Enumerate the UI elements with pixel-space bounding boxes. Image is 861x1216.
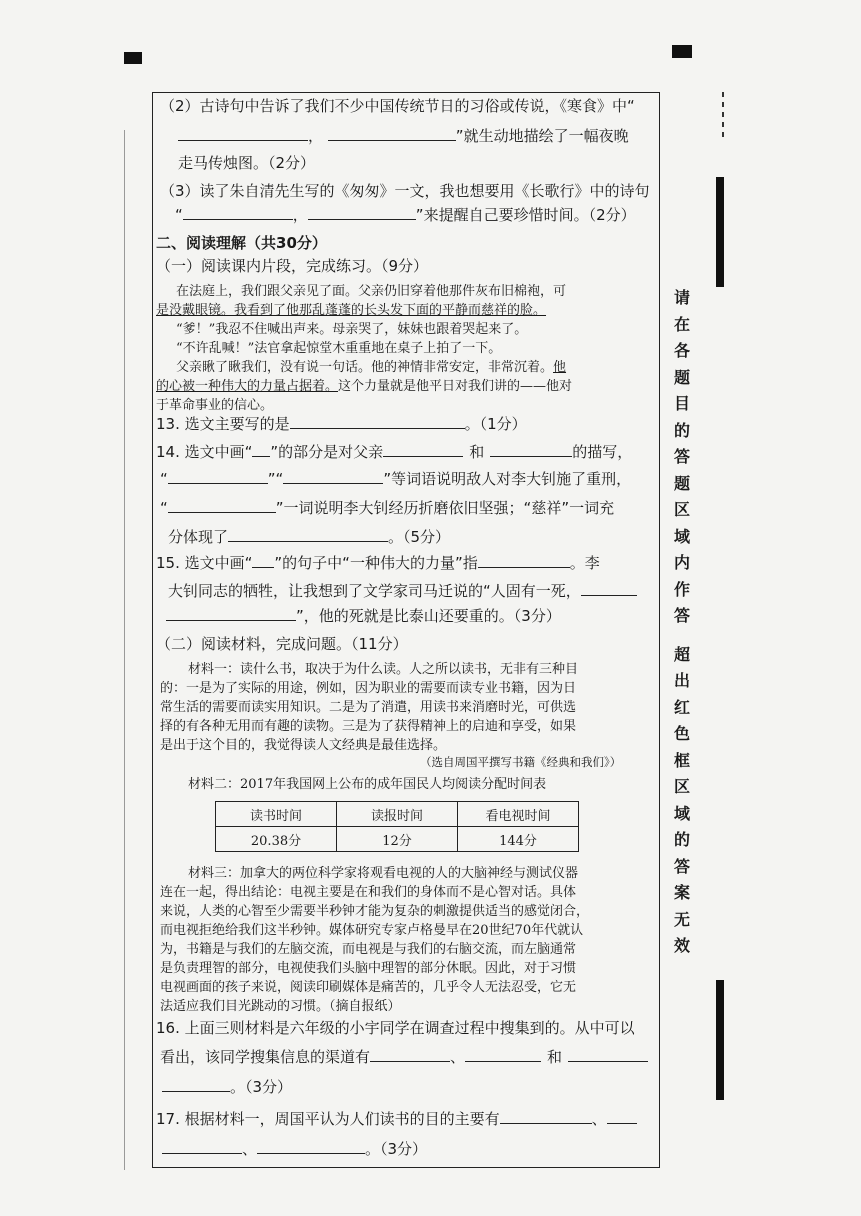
passage-line: 的心被一种伟大的力量占据着。这个力量就是他平日对我们讲的——他对 xyxy=(156,379,573,394)
underlined-phrase: 的心被一种伟大的力量占据着。 xyxy=(156,379,339,394)
answer-blank[interactable] xyxy=(168,469,268,484)
passage-line: “爹！”我忍不住喊出声来。母亲哭了，妹妹也跟着哭起来了。 xyxy=(176,322,528,337)
side-notice-char: 红 xyxy=(673,697,690,717)
side-notice-char: 内 xyxy=(673,553,690,572)
q2-line1: （2）古诗句中告诉了我们不少中国传统节日的习俗或传说，《寒食》中“ xyxy=(160,97,635,115)
material2-title: 材料二：2017年我国网上公布的成年国民人均阅读分配时间表 xyxy=(188,777,547,792)
answer-blank[interactable] xyxy=(168,498,276,513)
answer-blank[interactable] xyxy=(581,581,637,596)
material3-line: 连在一起，得出结论：电视主要是在和我们的身体而不是心智对话。具体 xyxy=(160,885,577,900)
answer-blank[interactable] xyxy=(283,469,383,484)
side-notice-char: 题 xyxy=(673,473,690,493)
side-notice-char: 色 xyxy=(673,724,690,743)
answer-blank[interactable] xyxy=(370,1047,450,1062)
question-16-line2: 看出，该同学搜集信息的渠道有 、 和 xyxy=(160,1047,648,1067)
side-notice-char: 答 xyxy=(673,856,690,876)
answer-blank[interactable] xyxy=(500,1109,592,1124)
underlined-phrase: 他 xyxy=(553,360,567,375)
answer-blank[interactable] xyxy=(162,1139,242,1154)
side-notice-char: 目 xyxy=(673,394,690,413)
material3-line: 为，书籍是与我们的左脑交流，而电视是与我们的右脑交流，而左脑通常 xyxy=(160,942,577,957)
question-16-line3: 。（3分） xyxy=(162,1077,292,1097)
section-title-reading: 二、阅读理解（共30分） xyxy=(156,234,327,252)
material3-line: 电视画面的孩子来说，阅读印刷媒体是痛苦的，几乎令人无法忍受，它无 xyxy=(160,980,577,995)
question-17-line1: 17. 根据材料一，周国平认为人们读书的目的主要有 、 xyxy=(156,1109,637,1129)
side-notice-char: 域 xyxy=(673,803,690,823)
answer-blank[interactable] xyxy=(328,126,456,141)
q2-line3: 走马传烛图。（2分） xyxy=(178,154,316,172)
answer-blank[interactable] xyxy=(290,414,465,429)
question-15-line2: 大钊同志的牺牲，让我想到了文学家司马迁说的“人固有一死， xyxy=(168,581,637,601)
side-notice-char: 无 xyxy=(673,909,690,929)
question-13: 13. 选文主要写的是 。（1分） xyxy=(156,415,527,433)
side-notice-char: 的 xyxy=(673,420,690,440)
answer-blank[interactable] xyxy=(568,1047,648,1062)
material1-line: 是出于这个目的，我觉得读人文经典是最佳选择。 xyxy=(160,738,447,753)
question-15-line3: ”，他的死就是比泰山还要重的。（3分） xyxy=(166,606,561,626)
question-14-line4: 分体现了 。（5分） xyxy=(168,528,451,546)
side-notice-char: 答 xyxy=(673,447,690,466)
side-notice-char: 题 xyxy=(673,367,690,387)
table-cell: 20.38分 xyxy=(216,827,337,852)
question-17-line2: 、 。（3分） xyxy=(162,1139,427,1159)
side-notice-char: 各 xyxy=(673,341,690,360)
side-notice-char: 的 xyxy=(673,830,690,849)
part1-title: （一）阅读课内片段，完成练习。（9分） xyxy=(156,257,429,275)
answer-blank[interactable] xyxy=(465,1047,541,1062)
material3-line: 而电视拒绝给我们这半秒钟。媒体研究专家卢格曼早在20世纪70年代就认 xyxy=(160,923,584,938)
part2-title: （二）阅读材料，完成问题。（11分） xyxy=(156,635,408,653)
side-notice-char: 区 xyxy=(673,500,690,519)
table-cell: 144分 xyxy=(458,827,579,852)
passage-line: “不许乱喊！”法官拿起惊堂木重重地在桌子上拍了一下。 xyxy=(176,341,502,356)
side-notice-char: 区 xyxy=(673,777,690,796)
material1-line: 常生活的需要而读实用知识。二是为了消遣，用读书来消磨时光，可供选 xyxy=(160,700,577,715)
left-edge-line xyxy=(124,130,125,1170)
scan-bar-lower xyxy=(716,980,724,1100)
reading-time-table xyxy=(215,801,579,852)
question-14-line2: “ ”“ ”等词语说明敌人对李大钊施了重刑， xyxy=(160,470,632,488)
side-notice-char: 出 xyxy=(673,671,690,690)
passage-line: 父亲瞅了瞅我们，没有说一句话。他的神情非常安定，非常沉着。他 xyxy=(176,360,567,375)
answer-blank[interactable] xyxy=(183,205,293,220)
passage-line-underlined: 是没戴眼镜。我看到了他那乱蓬蓬的长头发下面的平静而慈祥的脸。 xyxy=(156,303,547,318)
answer-blank[interactable] xyxy=(308,205,416,220)
material1-line: 择的有各种无用而有趣的读物。三是为了获得精神上的启迪和享受，如果 xyxy=(160,719,577,734)
underline-mark xyxy=(252,442,270,457)
scan-mark-top-left xyxy=(124,52,142,64)
q3-line2: “ ， ”来提醒自己要珍惜时间。（2分） xyxy=(175,206,636,224)
answer-blank[interactable] xyxy=(162,1077,230,1092)
material1-line: 材料一：读什么书，取决于为什么读。人之所以读书，无非有三种目 xyxy=(188,662,579,677)
material3-line: 法适应我们目光跳动的习惯。（摘自报纸） xyxy=(160,999,401,1014)
table-cell: 12分 xyxy=(337,827,458,852)
question-16-line1: 16. 上面三则材料是六年级的小宇同学在调查过程中搜集到的。从中可以 xyxy=(156,1019,635,1037)
side-notice-char: 作 xyxy=(673,579,690,599)
side-notice-char: 超 xyxy=(673,644,690,664)
dashed-mark xyxy=(722,92,724,140)
passage-line: 于革命事业的信心。 xyxy=(156,398,274,413)
passage-line: 在法庭上，我们跟父亲见了面。父亲仍旧穿着他那件灰布旧棉袍，可 xyxy=(176,284,567,299)
material3-line: 材料三：加拿大的两位科学家将观看电视的人的大脑神经与测试仪器 xyxy=(188,866,579,881)
underline-mark xyxy=(252,553,274,568)
q3-line1: （3）读了朱自清先生写的《匆匆》一文，我也想要用《长歌行》中的诗句 xyxy=(160,182,650,200)
question-14-line3: “ ”一词说明李大钊经历折磨依旧坚强；“慈祥”一词充 xyxy=(160,499,615,517)
side-notice-char: 答 xyxy=(673,606,690,625)
scan-mark-top-right xyxy=(672,45,692,58)
answer-blank[interactable] xyxy=(607,1109,637,1124)
side-notice-char: 在 xyxy=(673,314,690,334)
table-header: 看电视时间 xyxy=(458,802,579,827)
material1-source: （选自周国平撰写书籍《经典和我们》） xyxy=(420,755,622,769)
answer-blank[interactable] xyxy=(478,553,570,568)
question-14-line1: 14. 选文中画“ ”的部分是对父亲 和 的描写， xyxy=(156,443,633,461)
answer-blank[interactable] xyxy=(228,527,388,542)
question-15-line1: 15. 选文中画“ ”的句子中“一种伟大的力量”指 。李 xyxy=(156,554,600,572)
table-header: 读报时间 xyxy=(337,802,458,827)
table-header: 读书时间 xyxy=(216,802,337,827)
answer-blank[interactable] xyxy=(490,442,572,457)
material1-line: 的：一是为了实际的用途，例如，因为职业的需要而读专业书籍，因为日 xyxy=(160,681,577,696)
answer-blank[interactable] xyxy=(383,442,463,457)
answer-blank[interactable] xyxy=(178,126,308,141)
answer-blank[interactable] xyxy=(257,1139,365,1154)
side-notice-char: 案 xyxy=(673,883,690,902)
q2-line2: ， ”就生动地描绘了一幅夜晚 xyxy=(178,126,629,146)
material3-line: 是负责理智的部分，电视使我们头脑中理智的部分休眠。因此，对于习惯 xyxy=(160,961,577,976)
side-notice-char: 效 xyxy=(673,936,690,955)
side-notice-char: 请 xyxy=(673,288,690,307)
material3-line: 来说，人类的心智至少需要半秒钟才能为复杂的刺激提供适当的感觉闭合， xyxy=(160,904,590,919)
scan-bar-upper xyxy=(716,177,724,287)
answer-blank[interactable] xyxy=(166,606,296,621)
side-notice-char: 框 xyxy=(673,750,690,770)
side-notice-char: 域 xyxy=(673,526,690,546)
